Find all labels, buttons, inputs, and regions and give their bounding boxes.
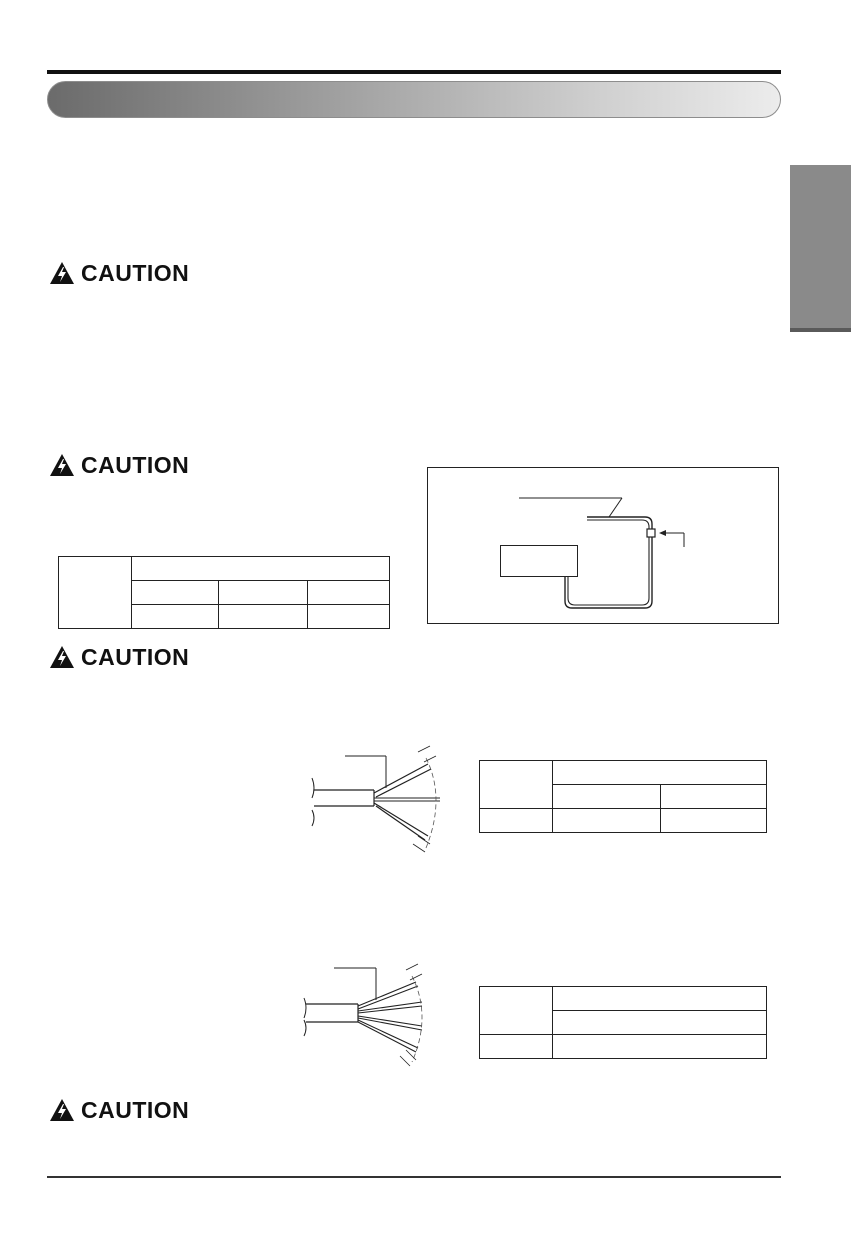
spec-table-2 (479, 760, 767, 833)
wiring-diagram-lines (427, 467, 779, 624)
warning-triangle-icon (49, 645, 75, 669)
table-cell (308, 605, 390, 629)
table-cell (553, 987, 767, 1011)
footer-rule (47, 1176, 781, 1178)
cable-strip-diagram-1 (300, 740, 450, 855)
cable-strip-diagram-2 (296, 960, 446, 1070)
warning-triangle-icon (49, 1098, 75, 1122)
table-cell (219, 581, 308, 605)
caution-heading-4 (49, 1097, 189, 1123)
table-cell (553, 785, 661, 809)
table-cell (661, 809, 767, 833)
table-cell (480, 987, 553, 1035)
top-rule (47, 70, 781, 74)
caution-heading-2 (49, 452, 189, 478)
caution-heading-3 (49, 644, 189, 670)
table-cell (132, 605, 219, 629)
caution-label: CAUTION (81, 1096, 190, 1123)
table-cell (661, 785, 767, 809)
spec-table-3 (479, 986, 767, 1059)
caution-label: CAUTION (81, 643, 190, 670)
caution-heading-1 (49, 260, 189, 286)
side-tab-shadow (790, 328, 851, 332)
table-cell (308, 581, 390, 605)
table-cell (480, 1035, 553, 1059)
warning-triangle-icon (49, 453, 75, 477)
warning-triangle-icon (49, 261, 75, 285)
section-header-bar (47, 81, 781, 118)
table-cell (132, 557, 390, 581)
spec-table-1 (58, 556, 390, 629)
caution-label: CAUTION (81, 451, 190, 478)
table-cell (132, 581, 219, 605)
table-cell (553, 761, 767, 785)
table-cell (59, 557, 132, 629)
table-cell (553, 1011, 767, 1035)
table-cell (553, 809, 661, 833)
table-cell (219, 605, 308, 629)
side-language-tab[interactable] (790, 165, 851, 328)
table-cell (480, 761, 553, 809)
caution-label: CAUTION (81, 259, 190, 286)
table-cell (553, 1035, 767, 1059)
table-cell (480, 809, 553, 833)
